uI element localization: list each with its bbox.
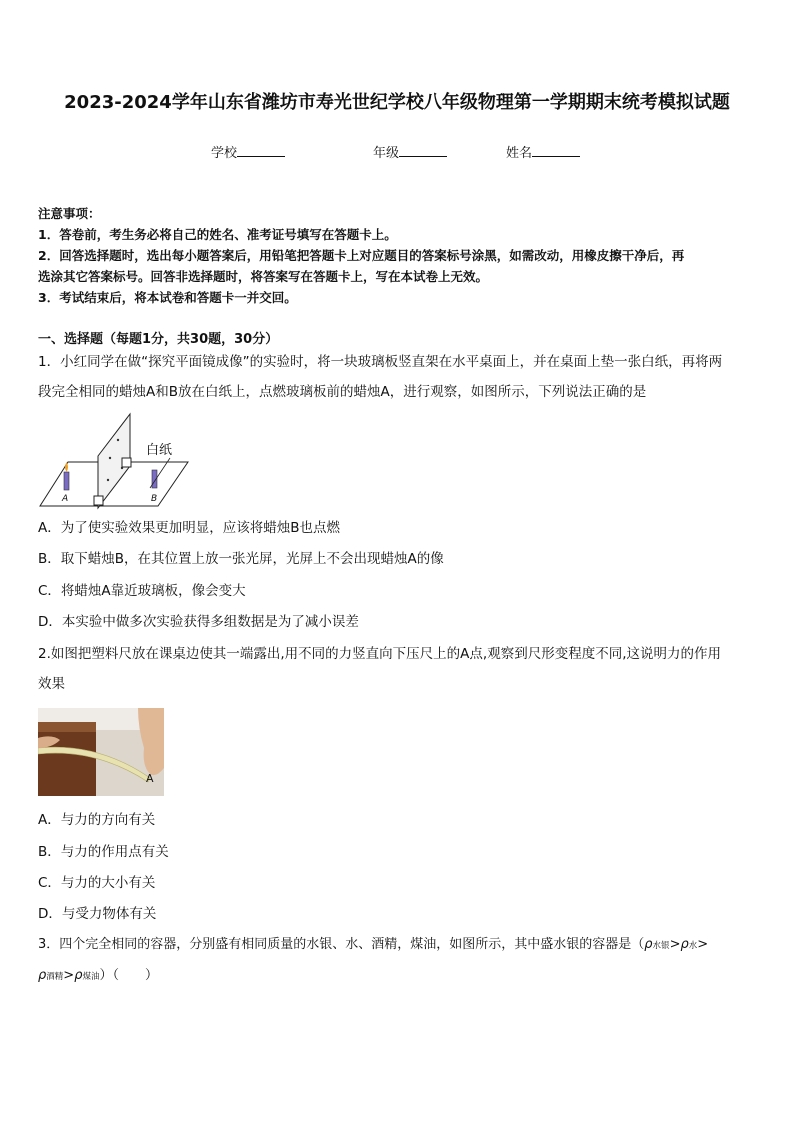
section-heading: 一、选择题（每题1分，共30题，30分） [38,332,279,347]
question-text-line: ρ酒精>ρ煤油）（ ） [38,968,158,983]
q1-option-c[interactable]: C．将蜡烛A靠近玻璃板，像会变大 [38,583,246,599]
ruler-bending-photo [38,708,164,796]
question-1-stem [38,347,758,407]
stand-block [122,458,131,467]
notes-heading: 注意事项： [38,206,101,221]
q2-option-d[interactable]: D．与受力物体有关 [38,906,157,922]
point-a-label: A [146,772,154,785]
question-text-line: 3．四个完全相同的容器，分别盛有相同质量的水银、水、酒精，煤油，如图所示，其中盛水银的容器是（ρ水银>ρ水> [38,937,709,952]
question-text-line: 2.如图把塑料尺放在课桌边使其一端露出,用不同的力竖直向下压尺上的A点,观察到尺形变程度不同,这说明力的作用 [38,646,721,662]
desk [38,722,96,796]
name-field [506,142,580,161]
question-text-line: 1．小红同学在做“探究平面镜成像”的实验时，将一块玻璃板竖直架在水平桌面上，并在桌面上垫一张白纸，再将两 [38,354,723,370]
name-blank[interactable] [532,144,580,157]
mirror-experiment-figure [38,410,198,510]
question-3-stem [38,930,758,992]
stand-block [94,496,103,505]
note-item: 1．答卷前，考生务必将自己的姓名、准考证号填写在答题卡上。 [38,227,397,242]
note-item: 选涂其它答案标号。回答非选择题时，将答案写在答题卡上，写在本试卷上无效。 [38,269,489,284]
school-label: 学校 [211,146,238,161]
note-item: 3．考试结束后，将本试卷和答题卡一并交回。 [38,290,297,305]
q1-option-a[interactable]: A．为了使实验效果更加明显，应该将蜡烛B也点燃 [38,520,340,536]
question-text-line: 段完全相同的蜡烛A和B放在白纸上，点燃玻璃板前的蜡烛A，进行观察，如图所示，下列说法正确的是 [38,384,647,400]
question-2-stem [38,639,758,699]
page-title: 2023-2024学年山东省潍坊市寿光世纪学校八年级物理第一学期期末统考模拟试题 [64,92,730,113]
note-item: 2．回答选择题时，选出每小题答案后，用铅笔把答题卡上对应题目的答案标号涂黑，如需改动，用橡皮擦干净后，再 [38,248,685,263]
name-label: 姓名 [506,146,533,161]
grade-label: 年级 [373,146,400,161]
school-blank[interactable] [237,144,285,157]
candle-a [64,472,69,490]
q2-option-c[interactable]: C．与力的大小有关 [38,875,156,891]
candle-a-label: A [62,494,69,504]
grade-field [373,142,447,161]
notes-block [38,203,758,308]
q2-option-b[interactable]: B．与力的作用点有关 [38,844,169,860]
question-text-line: 效果 [38,676,65,692]
q1-option-b[interactable]: B．取下蜡烛B，在其位置上放一张光屏，光屏上不会出现蜡烛A的像 [38,551,444,567]
q1-option-d[interactable]: D．本实验中做多次实验获得多组数据是为了减小误差 [38,614,359,630]
q2-option-a[interactable]: A．与力的方向有关 [38,812,156,828]
paper-label: 白纸 [146,443,173,458]
school-field [211,142,285,161]
grade-blank[interactable] [399,144,447,157]
candle-b-label: B [151,494,158,504]
